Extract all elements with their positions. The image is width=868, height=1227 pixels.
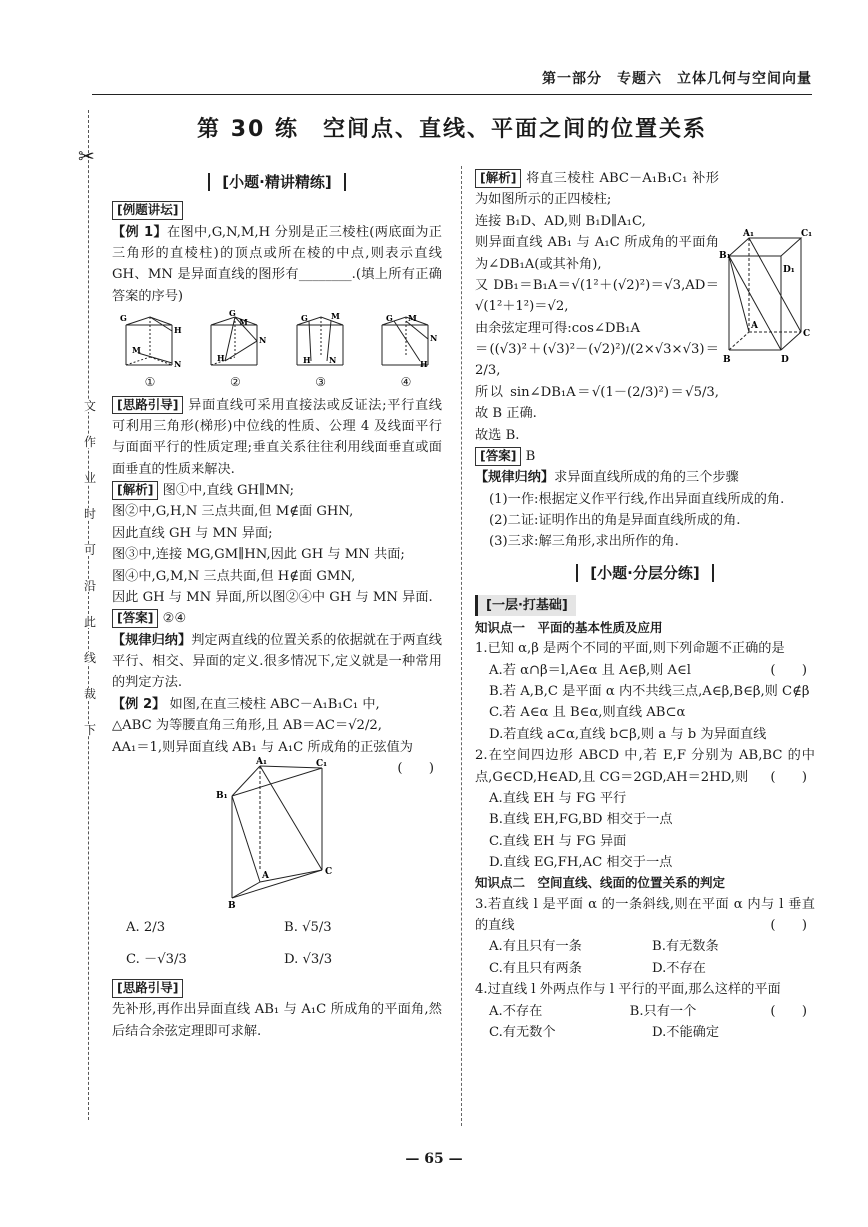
svg-text:N: N [328, 355, 336, 366]
figure-label: ② [229, 375, 241, 390]
svg-text:G: G [385, 313, 393, 324]
figure-1 [120, 311, 180, 392]
question-4: 4.过直线 l 外两点作与 l 平行的平面,那么这样的平面 ( ) A.不存在 B.只有一个 C.有无数个 D.不能确定 [475, 982, 807, 1040]
page-number: — 65 — [405, 1151, 463, 1167]
prism-figure-2 [205, 308, 267, 373]
question-1: 1.已知 α,β 是两个不同的平面,则下列命题不正确的是 ( ) A.若 α∩β＝l,A∈α 且 A∈β,则 A∈l B.若 A,B,C 是平面 α 内不共线三点,A∈β,B∈β,则 C∉β C.若 A∈α 且 B∈α,则直线 AB⊂α D.若直线 a⊂α,直线 b⊂β,则 a 与 b 为异面直线 [475, 641, 810, 742]
prism-figure-4 [376, 311, 436, 373]
svg-text:D: D [781, 355, 789, 365]
cut-instruction-char: 可 [80, 544, 100, 556]
svg-text:M: M [330, 311, 340, 322]
svg-text:C₁: C₁ [801, 229, 813, 239]
section-heading: [小题·分层分练] [475, 561, 815, 585]
question-2: 2.在空间四边形 ABCD 中,若 E,F 分别为 AB,BC 的中点,G∈CD,H∈AD,且 CG＝2GD,AH＝2HD,则 ( ) A.直线 EH 与 FG 平行 B.直线 EH,FG,BD 相交于一点 C.直线 EH 与 FG 异面 D.直线 EG,FH,AC 相交于一点 [475, 748, 815, 871]
analysis-2-block [475, 168, 815, 446]
column-divider [461, 166, 462, 1126]
answer-2: [答案] B [475, 446, 815, 467]
scissors-icon: ✂ [78, 144, 95, 168]
option-a: A. 2/3 [126, 920, 166, 936]
section-heading: [小题·精讲精练] [112, 170, 442, 194]
cut-instruction-char: 下 [80, 724, 100, 736]
svg-text:A: A [262, 870, 269, 881]
svg-text:H: H [419, 359, 428, 370]
example-2-options [112, 949, 442, 970]
svg-text:A: A [751, 321, 758, 331]
running-header: 第一部分 专题六 立体几何与空间向量 [542, 71, 812, 87]
cut-instruction-char: 沿 [80, 580, 100, 592]
option-c: C. －√3/3 [126, 951, 187, 967]
svg-text:D₁: D₁ [783, 265, 795, 275]
rule-1: 【规律归纳】判定两直线的位置关系的依据就在于两直线平行、相交、异面的定义.很多情况下,定义就是一种常用的判定方法. [112, 632, 442, 691]
right-prism-figure [212, 758, 342, 910]
svg-text:M: M [132, 345, 141, 356]
svg-text:B₁: B₁ [216, 790, 228, 801]
figure-label: ③ [315, 375, 327, 390]
layer-label: [一层·打基础] [475, 595, 576, 616]
knowledge-point-2: 知识点二 空间直线、线面的位置关系的判定 [475, 875, 726, 891]
rule-2: 【规律归纳】求异面直线所成的角的三个步骤 (1)一作:根据定义作平行线,作出异面直线所成的角. (2)二证:证明作出的角是异面直线所成的角. (3)三求:解三角形,求出所作的角. [475, 470, 785, 550]
svg-text:C₁: C₁ [316, 758, 328, 769]
svg-text:M: M [239, 317, 249, 328]
cut-instruction-char: 线 [80, 652, 100, 664]
cut-instruction-char: 时 [80, 508, 100, 520]
analysis-2: [解析] 将直三棱柱 ABC－A₁B₁C₁ 补形为如图所示的正四棱柱; 连接 B₁D、AD,则 B₁D∥A₁C, 则异面直线 AB₁ 与 A₁C 所成角的平面角为∠DB₁A(或其补角), 又 DB₁＝B₁A＝√(1²＋(√2)²)＝√3,AD＝√(1²＋1²)＝√2, 由余弦定理可得:cos∠DB₁A ＝((√3)²＋(√3)²－(√2)²)/(2×√3×√3)＝2/3, 所以 sin∠DB₁A＝√(1－(2/3)²)＝√5/3,故 B 正确. 故选 B. [475, 170, 719, 443]
svg-text:G: G [229, 308, 237, 319]
example-2-figure [112, 758, 442, 917]
hint-tag: [思路引导] [112, 979, 183, 998]
svg-text:N: N [429, 333, 438, 344]
svg-text:G: G [300, 313, 308, 324]
cut-instruction-char: 文 [80, 400, 100, 412]
cut-instruction-char: 作 [80, 436, 100, 448]
svg-text:B: B [723, 355, 731, 365]
svg-text:C: C [325, 866, 333, 877]
knowledge-point-1: 知识点一 平面的基本性质及应用 [475, 620, 663, 636]
hint-1: [思路引导] 异面直线可采用直接法或反证法;平行直线可利用三角形(梯形)中位线的性质、公理 4 及线面平行与面面平行的性质定理;垂直关系往往利用线面垂直或面面垂直的性质来解决. [112, 396, 442, 477]
svg-text:N: N [174, 359, 182, 370]
option-d: D. √3/3 [284, 951, 333, 967]
svg-text:H: H [302, 355, 311, 366]
example-1: 【例 1】在图中,G,N,M,H 分别是正三棱柱(两底面为正三角形的直棱柱)的顶点或所在棱的中点,则表示直线 GH、MN 是异面直线的图形有________.(填上所有正确答案的序号) [112, 224, 442, 304]
page-title: 第 30 练 空间点、直线、平面之间的位置关系 [197, 117, 707, 142]
svg-text:A₁: A₁ [743, 229, 754, 239]
svg-text:N: N [259, 335, 267, 346]
figure-label: ① [144, 375, 156, 390]
svg-text:M: M [407, 313, 417, 324]
example-2-options [112, 917, 442, 938]
cut-instruction-char: 业 [80, 472, 100, 484]
analysis-1: [解析] 图①中,直线 GH∥MN; 图②中,G,H,N 三点共面,但 M∉面 GHN, 因此直线 GH 与 MN 异面; 图③中,连接 MG,GM∥HN,因此 GH 与 MN 共面; 图④中,G,M,N 三点共面,但 H∉面 GMN, 因此 GH 与 MN 异面,所以图②④中 GH 与 MN 异面. [112, 482, 433, 605]
svg-text:H: H [174, 325, 182, 336]
question-3: 3.若直线 l 是平面 α 的一条斜线,则在平面 α 内与 l 垂直的直线 ( ) A.有且只有一条 B.有无数条 C.有且只有两条 D.不存在 [475, 896, 815, 976]
answer-1: [答案] ②④ [112, 608, 442, 629]
figure-2 [205, 308, 267, 392]
prism-figure-1 [120, 311, 180, 373]
example-tag: [例题讲坛] [112, 201, 183, 220]
svg-text:G: G [120, 313, 127, 324]
left-column [112, 168, 442, 1042]
quad-prism-figure [719, 228, 815, 368]
cut-instruction-char: 此 [80, 616, 100, 628]
svg-text:B₁: B₁ [719, 251, 731, 261]
svg-text:A₁: A₁ [256, 756, 267, 767]
figure-3 [291, 311, 351, 392]
figure-4 [376, 311, 436, 392]
option-b: B. √5/3 [284, 920, 332, 936]
prism-figures [112, 307, 442, 394]
cut-instruction-char: 裁 [80, 688, 100, 700]
right-column [475, 168, 815, 1043]
example-2: 【例 2】 如图,在直三棱柱 ABC－A₁B₁C₁ 中, △ABC 为等腰直角三角形,且 AB＝AC＝√2/2, AA₁＝1,则异面直线 AB₁ 与 A₁C 所成角的正弦值为 ( ) [112, 696, 434, 776]
header-rule [92, 94, 812, 95]
svg-text:H: H [217, 353, 225, 364]
figure-label: ④ [400, 375, 412, 390]
svg-text:B: B [228, 900, 236, 911]
hint-2: 先补形,再作出异面直线 AB₁ 与 A₁C 所成角的平面角,然后结合余弦定理即可求解. [112, 1002, 442, 1039]
prism-figure-3 [291, 311, 351, 373]
svg-text:C: C [803, 329, 811, 339]
